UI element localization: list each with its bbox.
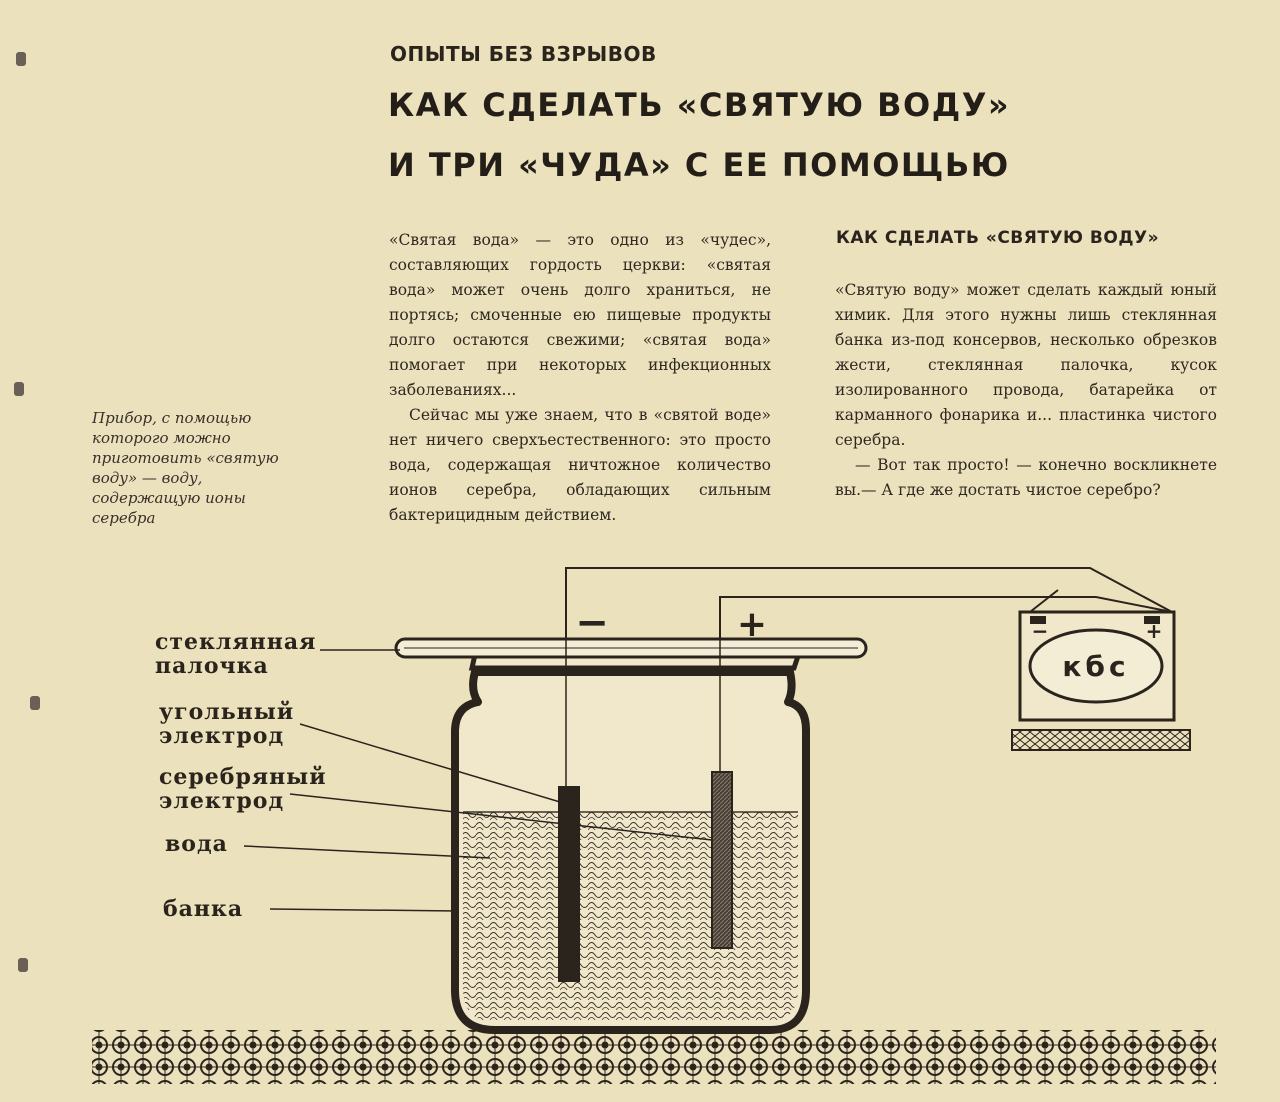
battery-plus: +	[1145, 619, 1163, 643]
silver-electrode	[712, 772, 732, 948]
battery-label: кбс	[1062, 650, 1130, 683]
battery-stand	[1012, 730, 1190, 750]
paragraph: — Вот так просто! — конечно воскликнете вы.— А где же достать чистое серебро?	[835, 456, 1217, 499]
section-heading: КАК СДЕЛАТЬ «СВЯТУЮ ВОДУ»	[836, 228, 1160, 248]
battery	[1012, 612, 1190, 750]
battery-minus: −	[1031, 619, 1049, 643]
article-title-line-1: КАК СДЕЛАТЬ «СВЯТУЮ ВОДУ»	[388, 86, 1011, 124]
water	[463, 812, 798, 1022]
paragraph: Сейчас мы уже знаем, что в «святой воде» нет ничего сверхъестественного: это просто вода, содержащая ничтожное количество ионов серебра, обладающих сильным бактерицидным действием.	[389, 406, 771, 524]
figure-caption: Прибор, с помощью которого можно приготовить «святую воду» — воду, содержащую ионы серебра	[92, 409, 279, 527]
label-jar: банка	[163, 896, 244, 922]
label-silver-electrode: серебряный электрод	[159, 764, 327, 814]
carbon-electrode	[558, 786, 580, 982]
jar	[455, 650, 806, 1030]
glass-rod	[396, 639, 866, 657]
paragraph: «Святую воду» может сделать каждый юный химик. Для этого нужны лишь стеклянная банка из-под консервов, несколько обрезков жести, стеклянная палочка, кусок изолированного провода, батарейка от карманного фонарика и... пластинка чистого серебра.	[835, 281, 1217, 449]
article-title-line-2: И ТРИ «ЧУДА» С ЕЕ ПОМОЩЬЮ	[388, 146, 1010, 184]
paragraph: «Святая вода» — это одно из «чудес», составляющих гордость церкви: «святая вода» может очень долго храниться, не портясь; смоченные ею пищевые продукты долго остаются свежими; «святая вода» помогает при некоторых инфекционных заболеваниях...	[389, 231, 771, 399]
label-glass-rod: стеклянная палочка	[155, 629, 317, 679]
plus-sign: +	[736, 604, 768, 645]
minus-sign: −	[575, 600, 609, 646]
label-water: вода	[165, 831, 228, 857]
decorative-border	[92, 1030, 1216, 1084]
label-carbon-electrode: угольный электрод	[159, 699, 295, 749]
section-kicker: ОПЫТЫ БЕЗ ВЗРЫВОВ	[390, 42, 657, 66]
